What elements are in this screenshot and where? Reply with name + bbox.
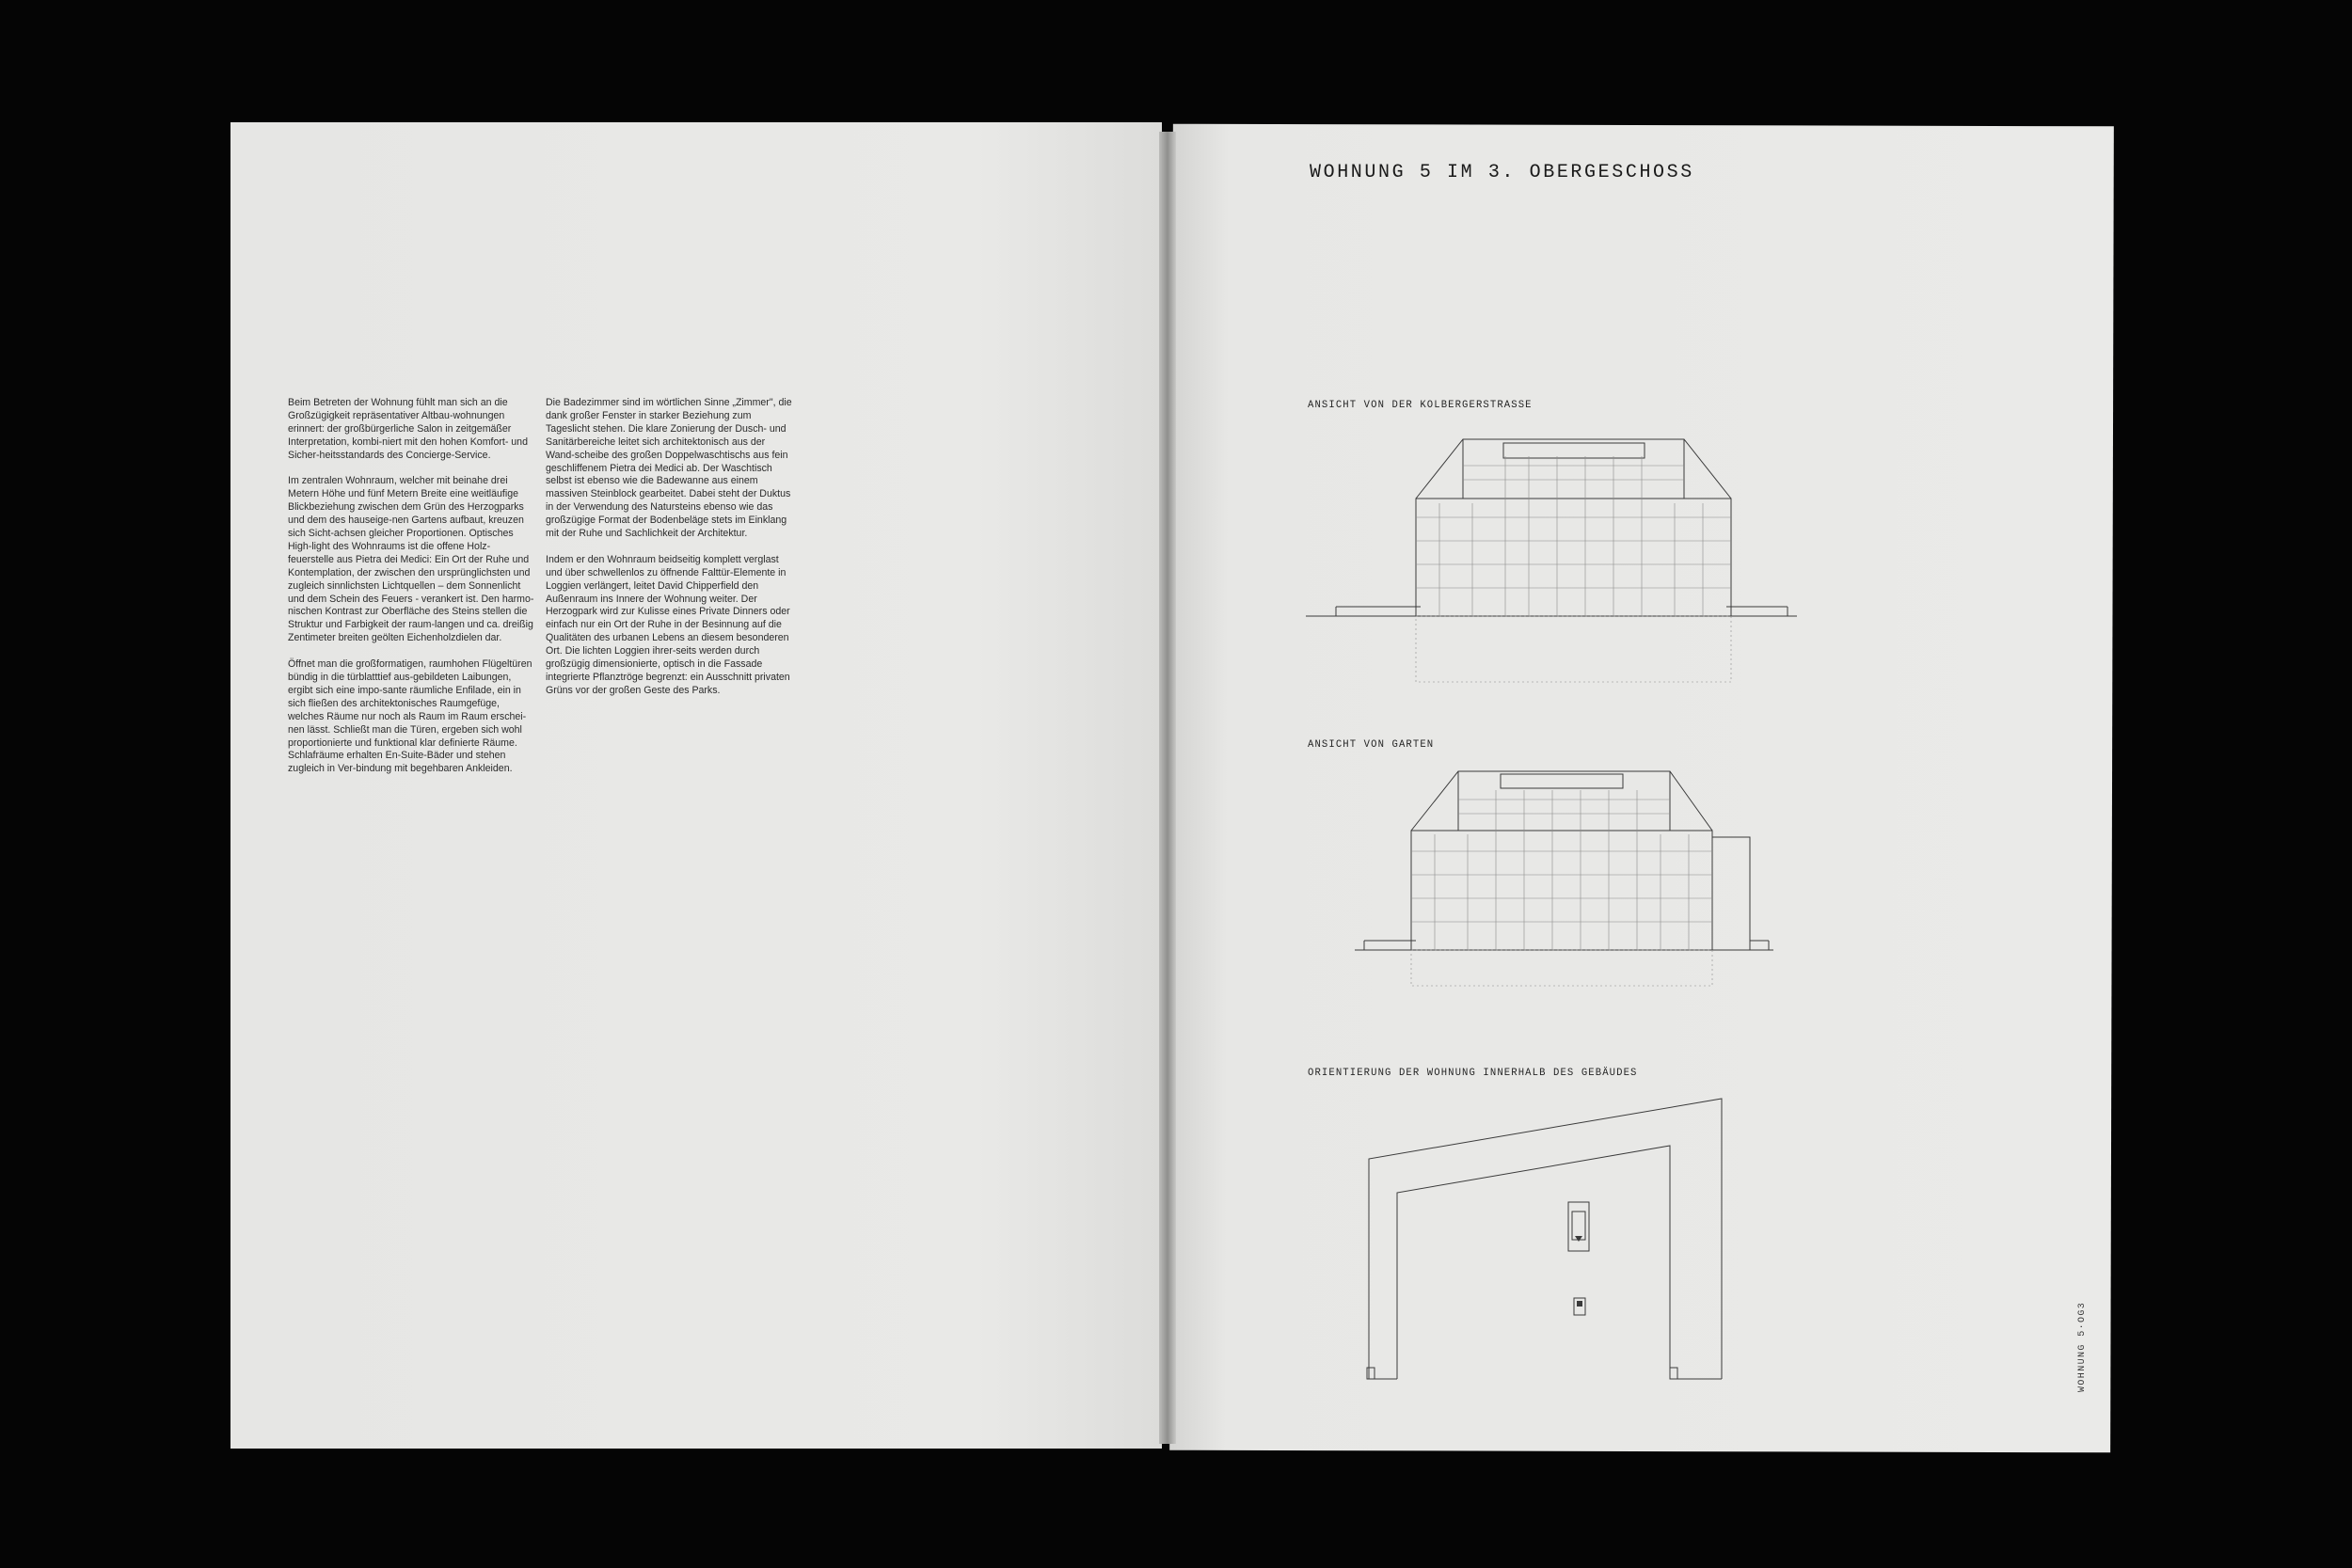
paragraph: Öffnet man die großformatigen, raumhohen Flügeltüren bündig in die türblatttief aus-gebildeten Laibungen, ergibt sich eine impo-sante räumliche Enfilade, ein in sich fließen des architektonisches Raumgefüge, welches Räume nur noch als Raum im Raum erschei-nen lässt. Schließt man die Türen, ergeben sich wohl proportionierte und funktional klar definierte Räume. Schlafräume erhalten En-Suite-Bäder und stehen zugleich in Ver-bindung mit begehbaren Ankleiden.	[288, 658, 532, 775]
page-title: WOHNUNG 5 IM 3. OBERGESCHOSS	[1310, 162, 1694, 183]
elevation-street-drawing	[1298, 428, 1806, 696]
elevation-garden-drawing	[1355, 757, 1778, 992]
orientation-plan-drawing	[1350, 1089, 1792, 1400]
paragraph: Im zentralen Wohnraum, welcher mit beinahe drei Metern Höhe und fünf Metern Breite eine weitläufige Blickbeziehung zwischen dem Grün des Herzogparks und dem des hauseige-nen Gartens aufbaut, kreuzen sich Sicht-achsen gleicher Proportionen. Optisches High-light des Wohnraums ist die offene Holz-feuerstelle aus Pietra dei Medici: Ein Ort der Ruhe und Kontemplation, der zwischen den ursprünglichsten und zugleich sinnlichsten Lichtquellen – dem Sonnenlicht und dem Schein des Feuers - verankert ist. Den harmo-nischen Kontrast zur Oberfläche des Steins stellen die Struktur und Farbigkeit der raum-langen und ca. dreißig Zentimeter breiten geölten Eichenholzdielen dar.	[288, 475, 534, 644]
drawing-caption-garden: ANSICHT VON GARTEN	[1308, 739, 1435, 751]
text-column-2	[546, 397, 792, 711]
paragraph: Die Badezimmer sind im wörtlichen Sinne „Zimmer", die dank großer Fenster in starker Beziehung zum Tageslicht stehen. Die klare Zonierung der Dusch- und Sanitärbereiche leitet sich architektonisch aus der Wand-scheibe des großen Doppelwaschtischs aus fein geschliffenem Pietra dei Medici ab. Der Waschtisch selbst ist ebenso wie die Badewanne aus einem massiven Steinblock gearbeitet. Dabei steht der Duktus in der Verwendung des Natursteins ebenso wie das großzügige Format der Bodenbeläge stets im Einklang mit der Ruhe und Sachlichkeit der Architektur.	[546, 397, 792, 540]
drawing-caption-street: ANSICHT VON DER KOLBERGERSTRASSE	[1308, 400, 1533, 411]
drawing-caption-orientation: ORIENTIERUNG DER WOHNUNG INNERHALB DES GEBÄUDES	[1308, 1068, 1638, 1079]
paragraph: Beim Betreten der Wohnung fühlt man sich an die Großzügigkeit repräsentativer Altbau-wohnungen erinnert: der großbürgerliche Salon in zeitgemäßer Interpretation, kombi-niert mit den hohen Komfort- und Sicher-heitsstandards des Concierge-Service.	[288, 397, 528, 461]
page-footer-label: WOHNUNG 5·OG3	[2077, 1301, 2088, 1392]
text-column-1	[288, 397, 534, 789]
paragraph: Indem er den Wohnraum beidseitig komplett verglast und über schwellenlos zu öffnende Falttür-Elemente in Loggien verlängert, leitet David Chipperfield den Außenraum ins Innere der Wohnung weiter. Der Herzogpark wird zur Kulisse eines Private Dinners oder einfach nur ein Ort der Ruhe in der Besinnung auf die Qualitäten des urbanen Lebens an diesem besonderen Ort. Die lichten Loggien ihrer-seits werden durch großzügig dimensionierte, optisch in die Fassade integrierte Pflanztröge begrenzt: ein Ausschnitt privaten Grüns vor der großen Geste des Parks.	[546, 553, 790, 696]
booklet-gutter	[1159, 132, 1176, 1444]
